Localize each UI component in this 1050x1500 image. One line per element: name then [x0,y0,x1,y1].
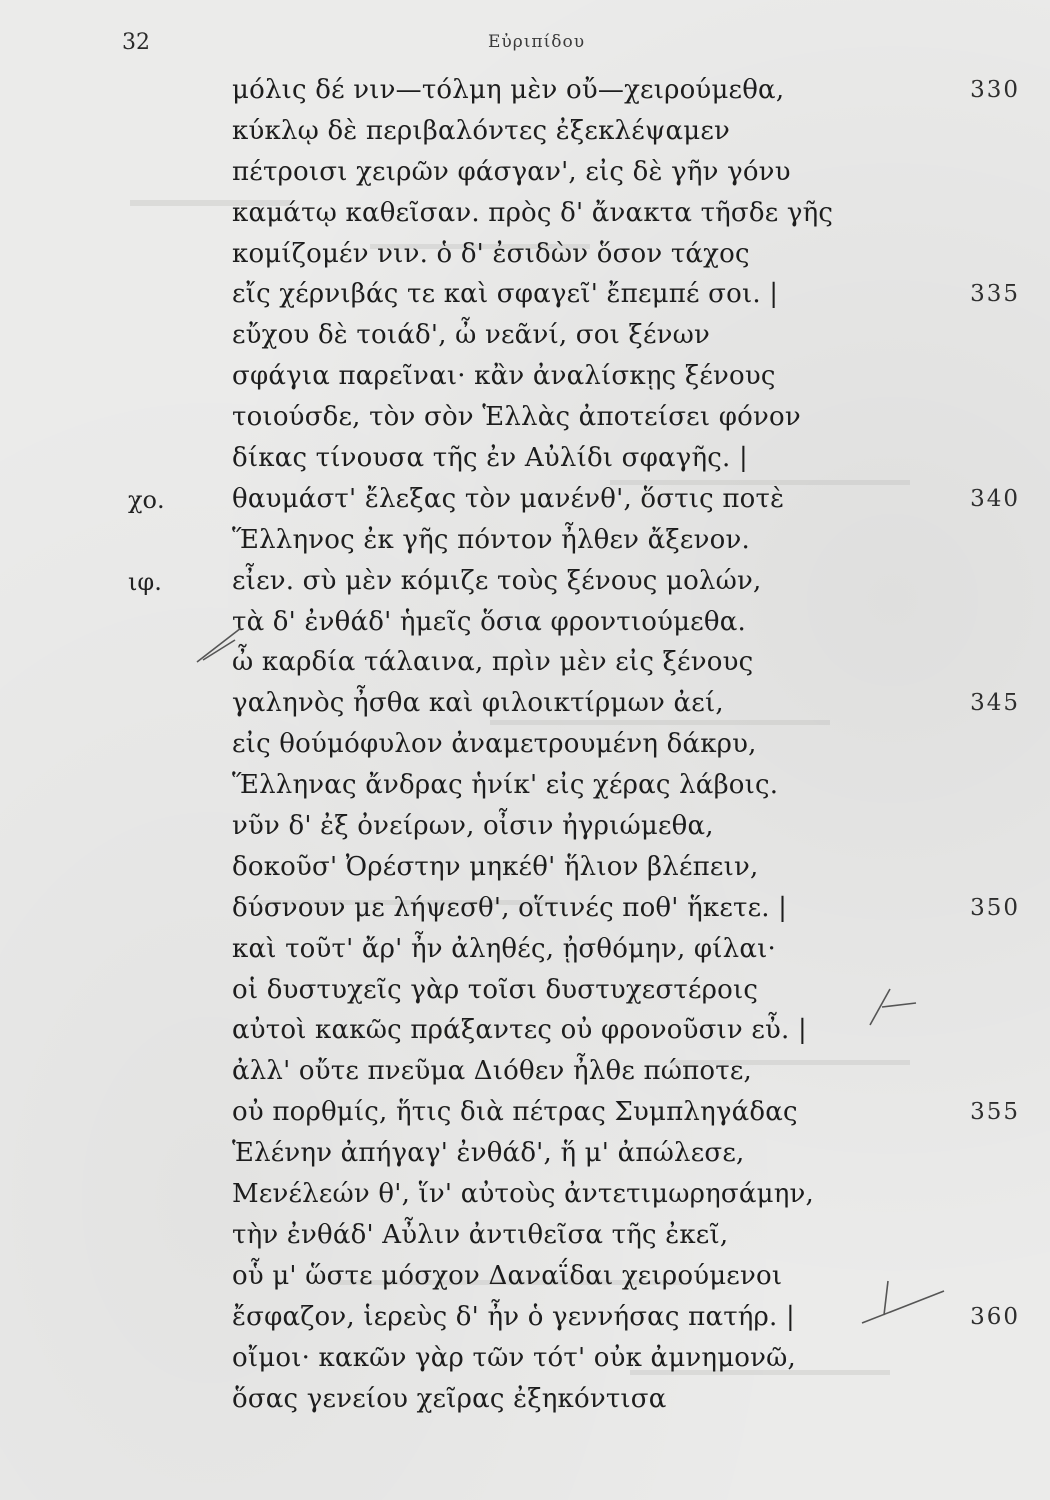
verse-text: καὶ τοῦτ' ἄρ' ἦν ἀληθές, ᾐσθόμην, φίλαι· [232,933,776,964]
verse-line [0,279,1050,320]
verse-text: Ἕλληνος ἐκ γῆς πόντον ἦλθεν ἄξενον. [232,524,750,555]
verse-line [0,239,1050,280]
verse-line [0,566,1050,607]
verse-text: κομίζομέν νιν. ὁ δ' ἐσιδὼν ὅσον τάχος [232,238,750,269]
verse-text: Ἕλληνας ἄνδρας ἡνίκ' εἰς χέρας λάβοις. [232,770,779,801]
line-number: 350 [970,894,1020,921]
verse-text: δύσνουν με λήψεσθ', οἵτινές ποθ' ἥκετε. | [232,892,788,923]
verse-text: Μενέλεών θ', ἵν' αὐτοὺς ἀντετιμωρησάμην, [232,1179,814,1210]
verse-text: εὔχου δὲ τοιάδ', ὦ νεᾶνί, σοι ξένων [232,320,711,351]
verse-line [0,198,1050,239]
verse-line [0,688,1050,729]
verse-text: αὐτοὶ κακῶς πράξαντες οὐ φρονοῦσιν εὖ. | [232,1015,807,1046]
verse-line [0,770,1050,811]
verse-line [0,402,1050,443]
verse-text: εἰς θούμόφυλον ἀναμετρουμένη δάκρυ, [232,729,757,760]
verse-line [0,1343,1050,1384]
verse-line [0,157,1050,198]
verse-text: οἴμοι· κακῶν γὰρ τῶν τότ' οὐκ ἀμνημονῶ, [232,1342,797,1373]
verse-text: εἶεν. σὺ μὲν κόμιζε τοὺς ξένους μολών, [232,565,762,596]
verse-line [0,729,1050,770]
verse-text: μόλις δέ νιν—τόλμη μὲν οὔ—χειρούμεθα, [232,75,785,105]
verse-text: κύκλῳ δὲ περιβαλόντες ἐξεκλέψαμεν [232,115,731,146]
pencil-mark-line-353 [860,985,920,1030]
verse-line [0,647,1050,688]
verse-line [0,116,1050,157]
verse-line [0,1138,1050,1179]
verse-text: οὐ πορθμίς, ἥτις διὰ πέτρας Συμπληγάδας [232,1097,798,1128]
verse-text: ἀλλ' οὔτε πνεῦμα Διόθεν ἦλθε πώποτε, [232,1056,753,1087]
line-number: 360 [970,1303,1020,1330]
pencil-mark-line-360 [858,1275,948,1330]
speaker-label: ιφ. [128,567,162,596]
line-number: 345 [970,690,1020,717]
verse-line [0,525,1050,566]
verse-text: ὅσας γενείου χεῖρας ἐξηκόντισα [232,1383,667,1414]
verse-text: καμάτῳ καθεῖσαν. πρὸς δ' ἄνακτα τῆσδε γῆς [232,197,834,228]
verse-block [0,75,1050,1424]
verse-text: εἴς χέρνιβάς τε καὶ σφαγεῖ' ἔπεμπέ σοι. | [232,279,779,310]
verse-text: πέτροισι χειρῶν φάσγαν', εἰς δὲ γῆν γόνυ [232,156,791,187]
verse-text: Ἑλένην ἀπήγαγ' ἐνθάδ', ἥ μ' ἀπώλεσε, [232,1138,745,1169]
verse-text: θαυμάστ' ἔλεξας τὸν μανένθ', ὅστις ποτὲ [232,483,785,514]
verse-text: σφάγια παρεῖναι· κἂν ἀναλίσκῃς ξένους [232,361,776,392]
verse-line [0,1179,1050,1220]
verse-line [0,1056,1050,1097]
verse-line [0,443,1050,484]
verse-line [0,320,1050,361]
verse-text: δίκας τίνουσα τῆς ἐν Αὐλίδι σφαγῆς. | [232,443,748,474]
verse-text: γαληνὸς ἦσθα καὶ φιλοικτίρμων ἀεί, [232,688,724,719]
verse-text: τὰ δ' ἐνθάδ' ἡμεῖς ὅσια φροντιούμεθα. [232,606,746,637]
verse-line [0,361,1050,402]
verse-line [0,607,1050,648]
verse-text: τὴν ἐνθάδ' Αὖλιν ἀντιθεῖσα τῆς ἐκεῖ, [232,1219,729,1250]
speaker-label: χο. [128,485,165,514]
verse-text: οὗ μ' ὥστε μόσχον Δαναΐδαι χειρούμενοι [232,1260,783,1291]
verse-text: τοιούσδε, τὸν σὸν Ἑλλὰς ἀποτείσει φόνον [232,402,801,433]
line-number: 330 [970,77,1020,103]
verse-line [0,75,1050,116]
verse-text: ὦ καρδία τάλαινα, πρὶν μὲν εἰς ξένους [232,647,754,678]
line-number: 335 [970,281,1020,308]
line-number: 355 [970,1099,1020,1126]
running-head: Εὐριπίδου [488,32,586,52]
verse-line [0,852,1050,893]
verse-line [0,934,1050,975]
verse-text: οἱ δυστυχεῖς γὰρ τοῖσι δυστυχεστέροις [232,974,759,1005]
verse-text: νῦν δ' ἐξ ὀνείρων, οἶσιν ἠγριώμεθα, [232,811,714,842]
verse-line [0,1097,1050,1138]
verse-line [0,893,1050,934]
page-number: 32 [122,30,150,55]
line-number: 340 [970,485,1020,512]
verse-line [0,1384,1050,1425]
verse-text: ἔσφαζον, ἱερεὺς δ' ἦν ὁ γεννήσας πατήρ. | [232,1301,795,1332]
verse-line [0,484,1050,525]
pencil-mark-line-345 [195,622,245,667]
verse-text: δοκοῦσ' Ὀρέστην μηκέθ' ἥλιον βλέπειν, [232,851,759,882]
verse-line [0,811,1050,852]
verse-line [0,1220,1050,1261]
